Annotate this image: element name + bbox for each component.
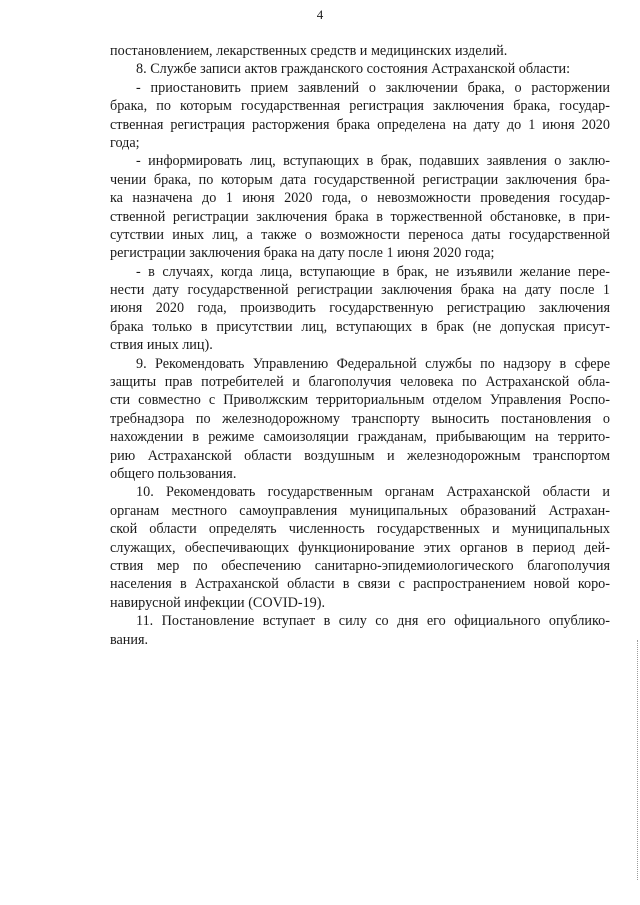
text-line: брака, по которым государственная регистрация заключения брака, государ- (110, 98, 610, 115)
text-line: 9. Рекомендовать Управлению Федеральной службы по надзору в сфере (136, 355, 610, 372)
text-line: чении брака, по которым дата государственной регистрации заключения бра- (110, 171, 610, 188)
text-line: постановлением, лекарственных средств и медицинских изделий. (110, 43, 508, 59)
text-line: 10. Рекомендовать государственным органам Астраханской области и (136, 484, 610, 501)
text-line: - приостановить прием заявлений о заключении брака, о расторжении (136, 79, 610, 96)
text-line: брака только в присутствии лиц, вступающих в брак (не допуская присут- (110, 318, 610, 335)
text-line: - в случаях, когда лица, вступающие в брак, не изъявили желание пере- (136, 263, 610, 280)
text-line: - информировать лиц, вступающих в брак, подавших заявления о заклю- (136, 153, 610, 170)
text-line: 8. Службе записи актов гражданского состояния Астраханской области: (136, 61, 571, 78)
text-line: ка назначена до 1 июня 2020 года, о невозможности проведения государ- (110, 190, 610, 207)
text-line: ственная регистрация расторжения брака определена на дату до 1 июня 2020 (110, 116, 610, 133)
text-line: ственной регистрации заключения брака в торжественной обстановке, в при- (110, 208, 610, 225)
text-line: рию Астраханской области воздушным и железнодорожным транспортом (110, 447, 610, 464)
text-line: органам местного самоуправления муниципальных образований Астрахан- (110, 502, 610, 519)
text-line: защиты прав потребителей и благополучия человека по Астраханской обла- (110, 374, 610, 391)
text-line: населения в Астраханской области в связи с распространением новой коро- (110, 576, 610, 593)
text-line: нахождении в режиме самоизоляции гражданам, прибывающим на террито- (110, 429, 610, 446)
text-line: июня 2020 года, производить государственную регистрацию заключения (110, 300, 610, 317)
text-line: нести дату государственной регистрации заключения брака на дату после 1 (110, 282, 610, 299)
text-line: сти совместно с Приволжским территориальным отделом Управления Роспо- (110, 392, 610, 409)
document-body (110, 42, 610, 649)
text-line: сутствии иных лиц, а также о возможности переноса даты государственной (110, 226, 610, 243)
text-line: требнадзора по железнодорожному транспорту выносить постановления о (110, 410, 610, 427)
text-line: года; (110, 134, 140, 151)
text-line: служащих, обеспечивающих функционирование этих органов в период дей- (110, 539, 610, 556)
page-number: 4 (316, 7, 324, 22)
scan-edge-marks (633, 640, 638, 880)
text-line: общего пользования. (110, 465, 237, 482)
text-line: ствия иных лиц). (110, 337, 213, 354)
text-line: навирусной инфекции (COVID-19). (110, 594, 326, 611)
text-line: вания. (110, 631, 149, 648)
text-line: регистрации заключения брака на дату после 1 июня 2020 года; (110, 245, 495, 262)
text-line: 11. Постановление вступает в силу со дня его официального опублико- (136, 613, 610, 630)
text-line: ской области определять численность государственных и муниципальных (110, 521, 610, 538)
text-line: ствия мер по обеспечению санитарно-эпидемиологического благополучия (110, 557, 610, 574)
